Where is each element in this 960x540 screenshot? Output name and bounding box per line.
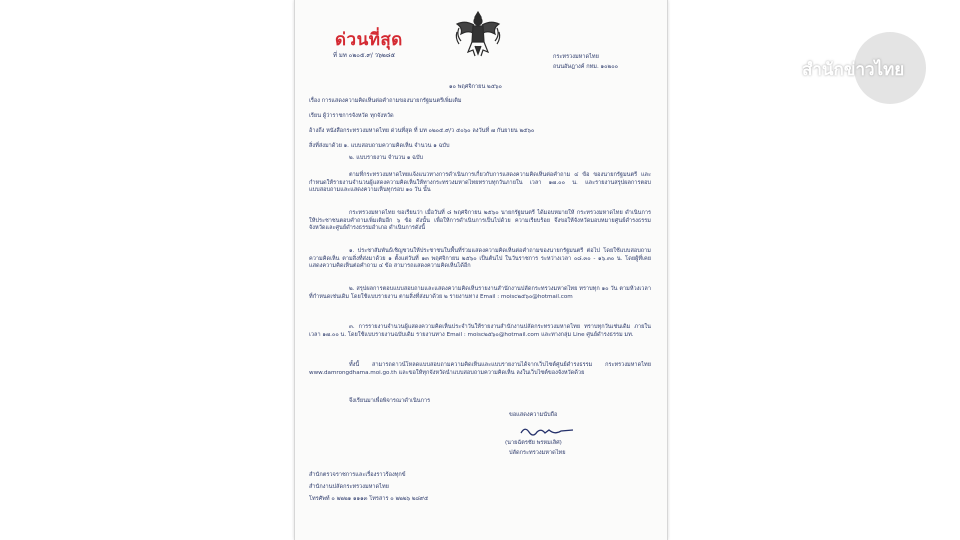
signer-title: ปลัดกระทรวงมหาดไทย [509, 450, 566, 456]
paragraph-1: ตามที่กระทรวงมหาดไทยแจ้งแนวทางการดำเนินการเกี่ยวกับการแสดงความคิดเห็นต่อคำถาม ๔ ข้อ ของนายกรัฐมนตรี และกำหนดให้รายงานจำนวนผู้แสดงความคิดเห็นให้ทางกระทรวงมหาดไทยทราบทุกวันภายใน เวลา ๑๗.๐๐ น. และรายงานสรุปผลการตอบแบบสอบถามและแสดงความเห็นทุกรอบ ๑๐ วัน นั้น [309, 172, 651, 193]
watermark-text: สำนักข่าวไทย [802, 60, 905, 80]
ministry-name: กระทรวงมหาดไทย [553, 54, 599, 60]
paragraph-5: ๓. การรายงานจำนวนผู้แสดงความคิดเห็นประจำวันให้รายงานสำนักงานปลัดกระทรวงมหาดไทย ทราบทุกวันเช่นเดิม ภายในเวลา ๑๗.๐๐ น. โดยใช้แบบรายงานฉบับเดิม รายงานทาง Email : moisc๒๕๖๐@hotmail.com และทางกลุ่ม Line ศูนย์ดำรงธรรม มท. [309, 324, 651, 338]
recipient-line: เรียน ผู้ว่าราชการจังหวัด ทุกจังหวัด [309, 113, 394, 119]
subject-line: เรื่อง การแสดงความคิดเห็นต่อคำถามของนายกรัฐมนตรีเพิ่มเติม [309, 98, 462, 104]
paragraph-3: ๑. ประชาสัมพันธ์เชิญชวนให้ประชาชนในพื้นที่ร่วมแสดงความคิดเห็นต่อคำถามของนายกรัฐมนตรี ต่อไป โดยใช้แบบสอบถามความคิดเห็น ตามสิ่งที่ส่งมาด้วย ๑ ตั้งแต่วันที่ ๑๓ พฤศจิกายน ๒๕๖๐ เป็นต้นไป ในวันราชการ ระหว่างเวลา ๐๘.๓๐ - ๑๖.๓๐ น. โดยผู้ที่เคยแสดงความคิดเห็นต่อคำถาม ๔ ข้อ สามารถแสดงความคิดเห็นได้อีก [309, 248, 651, 269]
closing-phrase: ขอแสดงความนับถือ [509, 412, 558, 418]
closing-request: จึงเรียนมาเพื่อพิจารณาดำเนินการ [349, 398, 431, 404]
paragraph-2: กระทรวงมหาดไทย ขอเรียนว่า เมื่อวันที่ ๘ พฤศจิกายน ๒๕๖๐ นายกรัฐมนตรี ได้มอบหมายให้ กระทรวงมหาดไทย ดำเนินการให้ประชาชนตอบคำถามเพิ่มเติมอีก ๖ ข้อ ดังนั้น เพื่อให้การดำเนินการเป็นไปด้วย ความเรียบร้อย จึงขอให้จังหวัดมอบหมายศูนย์ดำรงธรรมจังหวัดและศูนย์ดำรงธรรมอำเภอ ดำเนินการดังนี้ [309, 210, 651, 231]
paragraph-6: ทั้งนี้ สามารถดาวน์โหลดแบบสอบถามความคิดเห็นและแบบรายงานได้จากเว็บไซต์ศูนย์ดำรงธรรม กระทรวงมหาดไทย www.damrongdhama.moi.go.th และขอให้ทุกจังหวัดนำแบบสอบถามความคิดเห็น ลงในเว็บไซต์ของจังหวัดด้วย [309, 362, 651, 376]
footer-phone: โทรศัพท์ ๐ ๒๒๒๑ ๑๑๑๓ โทรสาร ๐ ๒๒๒๖ ๒๘๙๕ [309, 496, 429, 502]
signature-icon [519, 424, 575, 438]
ministry-address: ถนนอัษฎางค์ กทม. ๑๐๒๐๐ [553, 64, 619, 70]
garuda-emblem-icon [453, 8, 503, 60]
footer-department: สำนักงานปลัดกระทรวงมหาดไทย [309, 484, 389, 490]
attachment-1: สิ่งที่ส่งมาด้วย ๑. แบบสอบถามความคิดเห็น จำนวน ๑ ฉบับ [309, 143, 450, 149]
signer-name: (นายฉัตรชัย พรหมเลิศ) [505, 440, 562, 446]
document-number: ที่ มท ๐๒๐๕.๙/ ว๖๒๘๕ [333, 52, 396, 59]
reference-line: อ้างถึง หนังสือกระทรวงมหาดไทย ด่วนที่สุด ที่ มท ๐๒๐๕.๙/ว ๕๐๖๐ ลงวันที่ ๗ กันยายน ๒๕๖๐ [309, 128, 535, 134]
attachment-2: ๒. แบบรายงาน จำนวน ๑ ฉบับ [349, 155, 424, 161]
document-date: ๑๐ พฤศจิกายน ๒๕๖๐ [449, 84, 502, 90]
urgency-stamp: ด่วนที่สุด [335, 30, 403, 50]
paragraph-4: ๒. สรุปผลการตอบแบบสอบถามและแสดงความคิดเห็นรายงานสำนักงานปลัดกระทรวงมหาดไทย ทราบทุก ๑๐ วัน ตามห้วงเวลาที่กำหนดเช่นเดิม โดยใช้แบบรายงาน ตามสิ่งที่ส่งมาด้วย ๒ รายงานทาง Email : moisc๒๕๖๐@hotmail.com [309, 286, 651, 300]
news-watermark [800, 32, 928, 104]
document-page [294, 0, 668, 540]
footer-office: สำนักตรวจราชการและเรื่องราวร้องทุกข์ [309, 472, 406, 478]
